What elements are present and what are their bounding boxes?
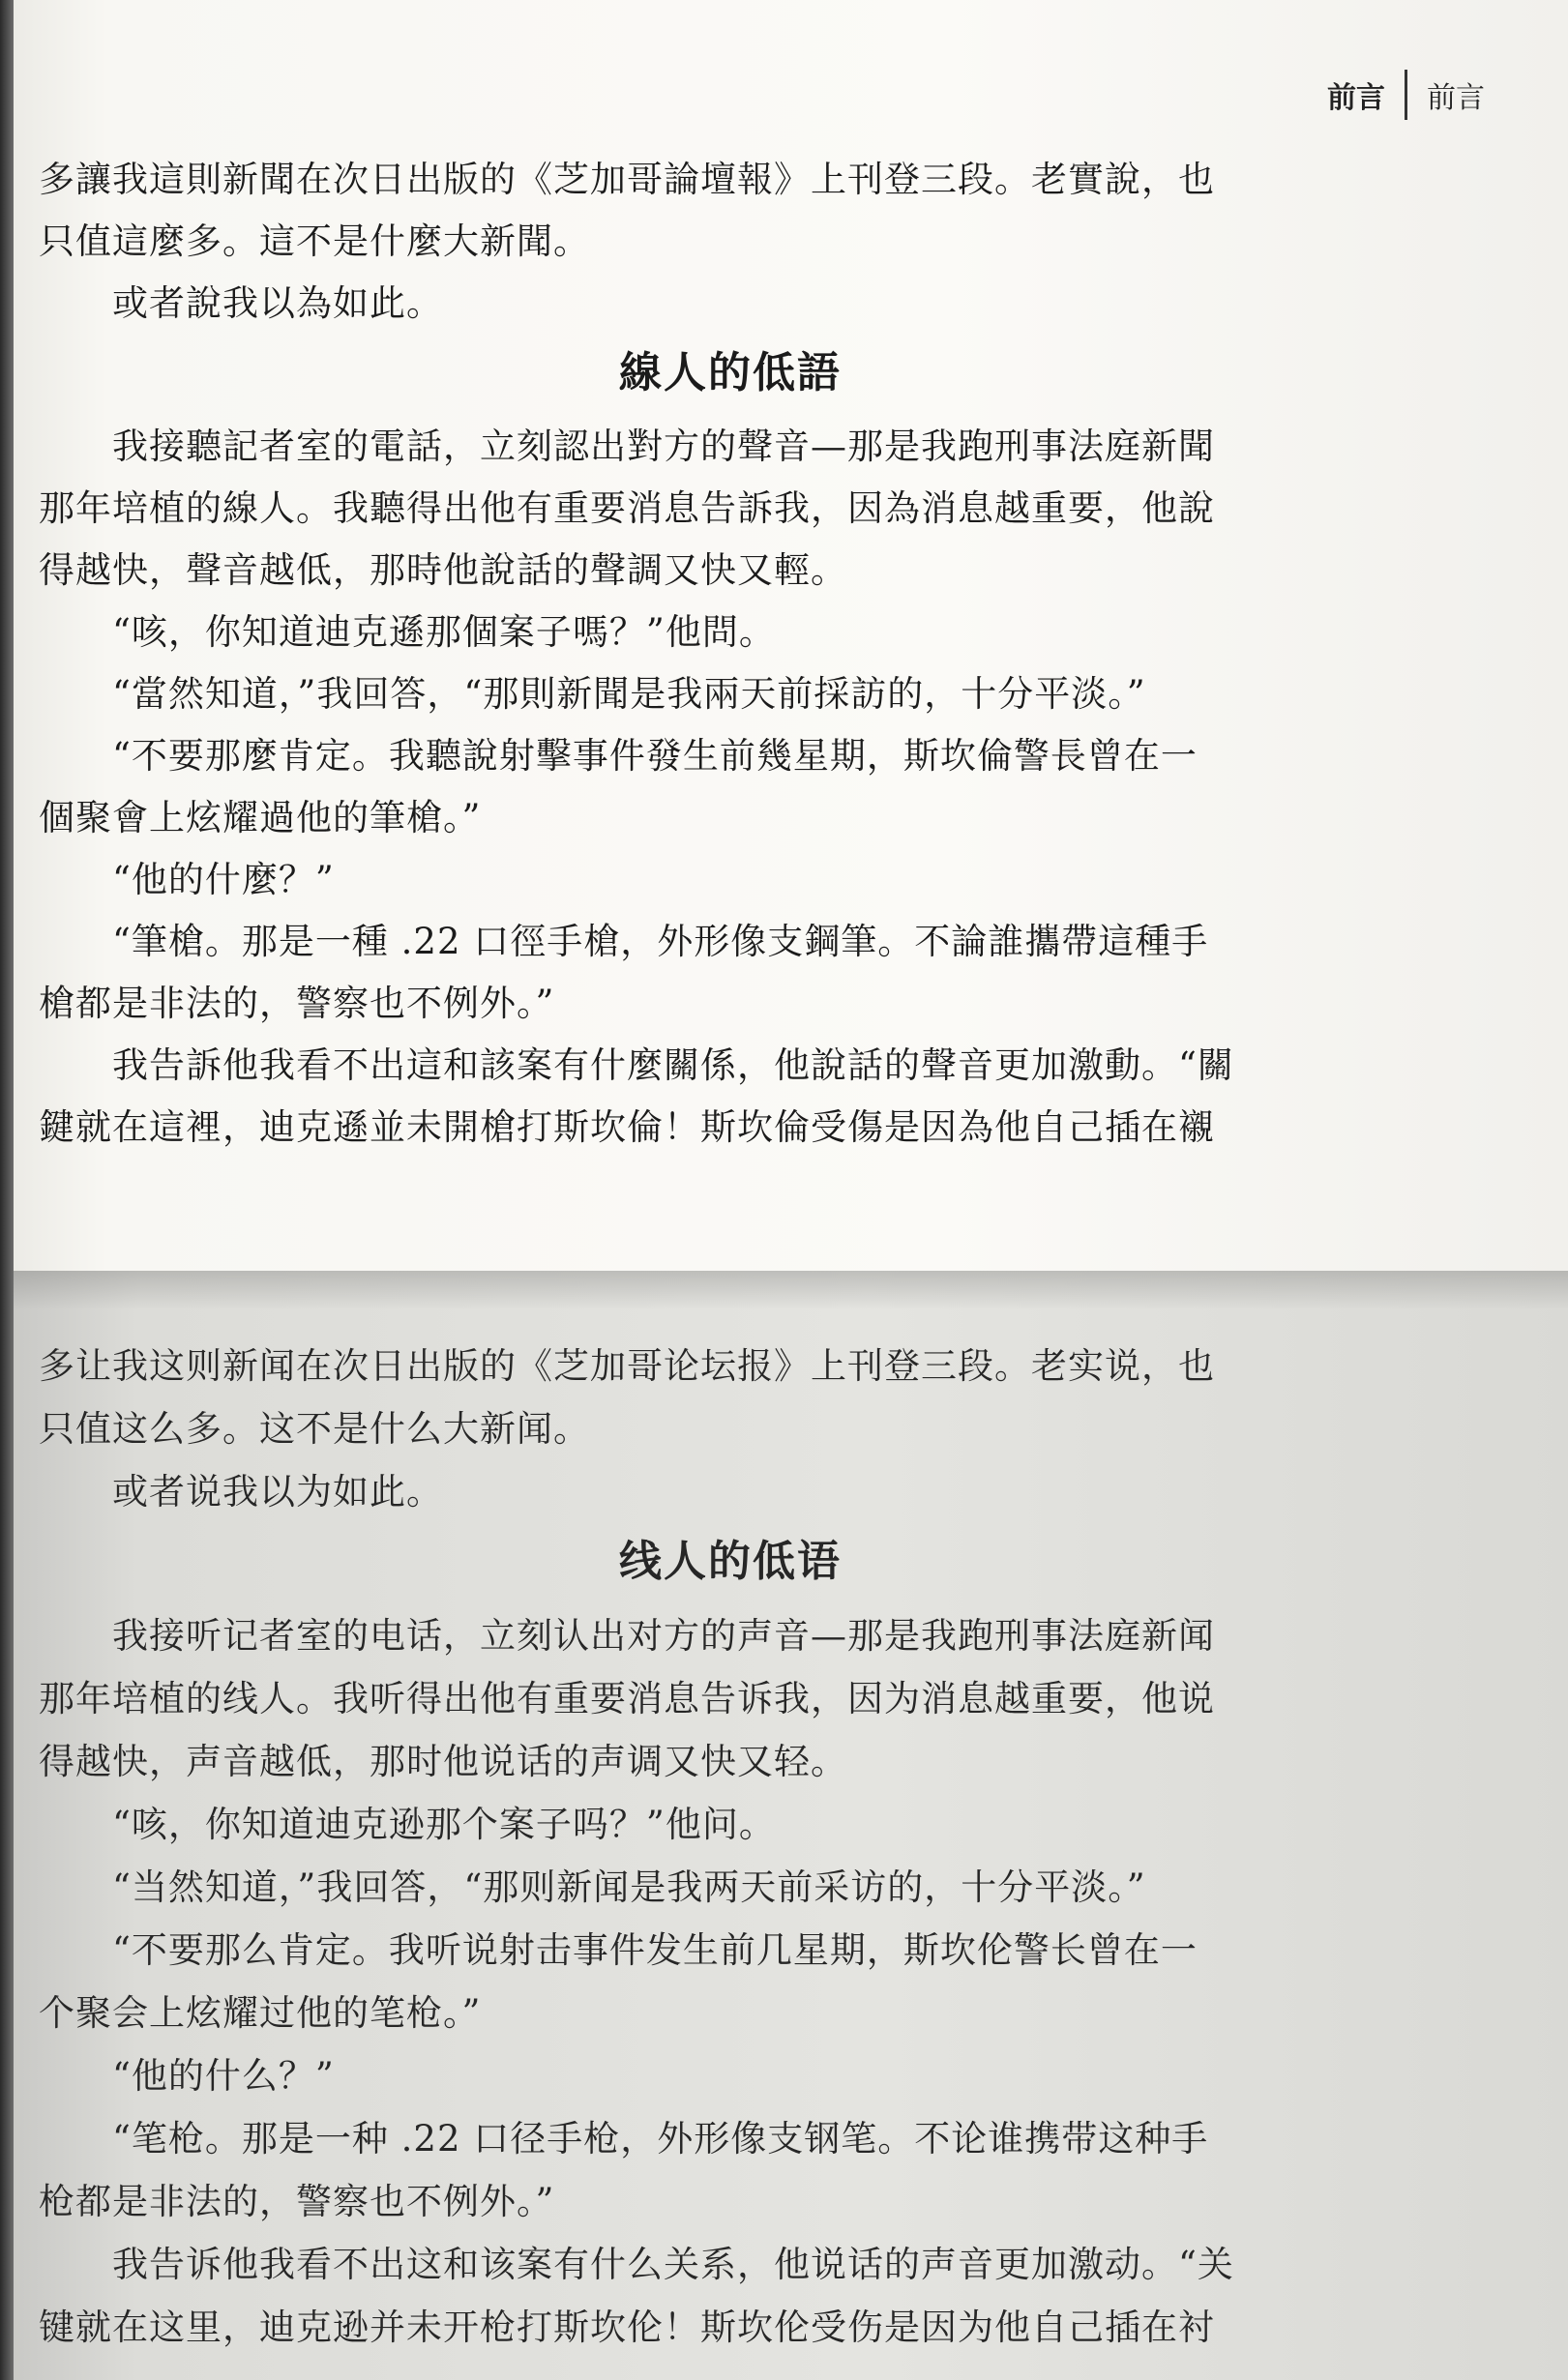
header-section-left: 前言 bbox=[1327, 81, 1385, 115]
section-heading: 线人的低语 bbox=[619, 1537, 842, 1586]
paragraph-line: 个聚会上炫耀过他的笔枪。” bbox=[39, 1992, 482, 2034]
paragraph-line: 得越快，聲音越低，那時他說話的聲調又快又輕。 bbox=[39, 549, 847, 591]
paragraph-line: 槍都是非法的，警察也不例外。” bbox=[39, 983, 555, 1024]
paragraph-line: “不要那麼肯定。我聽說射擊事件發生前幾星期，斯坎倫警長曾在一 bbox=[39, 735, 1198, 777]
running-header bbox=[1327, 68, 1485, 122]
paragraph-line: 我告诉他我看不出这和该案有什么关系，他说话的声音更加激动。“关 bbox=[39, 2244, 1234, 2285]
paragraph-line: 多让我这则新闻在次日出版的《芝加哥论坛报》上刊登三段。老实说，也 bbox=[39, 1345, 1215, 1387]
paragraph-line: 我接听记者室的电话，立刻认出对方的声音—那是我跑刑事法庭新闻 bbox=[39, 1615, 1215, 1657]
paragraph-line: 個聚會上炫耀過他的筆槍。” bbox=[39, 797, 482, 838]
paragraph-line: 我接聽記者室的電話，立刻認出對方的聲音—那是我跑刑事法庭新聞 bbox=[39, 426, 1215, 467]
paragraph-line: 只值这么多。这不是什么大新闻。 bbox=[39, 1408, 590, 1450]
paragraph-line: “不要那么肯定。我听说射击事件发生前几星期，斯坎伦警长曾在一 bbox=[39, 1929, 1198, 1971]
paragraph-line: 只值這麼多。這不是什麼大新聞。 bbox=[39, 220, 590, 262]
paragraph-line: 那年培植的線人。我聽得出他有重要消息告訴我，因為消息越重要，他說 bbox=[39, 487, 1215, 529]
paragraph-line: 多讓我這則新聞在次日出版的《芝加哥論壇報》上刊登三段。老實說，也 bbox=[39, 159, 1215, 200]
paragraph-line: 或者說我以為如此。 bbox=[39, 282, 443, 324]
paragraph-line: “咳，你知道迪克逊那个案子吗？”他问。 bbox=[39, 1804, 776, 1845]
section-heading: 線人的低語 bbox=[619, 348, 842, 397]
traditional-text bbox=[39, 149, 1422, 1159]
simplified-text bbox=[39, 1335, 1422, 2359]
paragraph-line: “他的什麼？” bbox=[39, 859, 335, 900]
paragraph-line: 键就在这里，迪克逊并未开枪打斯坎伦！斯坎伦受伤是因为他自己插在衬 bbox=[39, 2307, 1215, 2348]
paragraph-line: 我告訴他我看不出這和該案有什麼關係，他說話的聲音更加激動。“關 bbox=[39, 1044, 1234, 1086]
header-divider bbox=[1405, 70, 1407, 120]
paragraph-line: 或者说我以为如此。 bbox=[39, 1471, 443, 1513]
paragraph-line: 鍵就在這裡，迪克遜並未開槍打斯坎倫！斯坎倫受傷是因為他自己插在襯 bbox=[39, 1106, 1215, 1148]
paragraph-line: “笔枪。那是一种 .22 口径手枪，外形像支钢笔。不论谁携带这种手 bbox=[39, 2118, 1209, 2160]
paragraph-line: 枪都是非法的，警察也不例外。” bbox=[39, 2181, 555, 2222]
paragraph-line: “咳，你知道迪克遜那個案子嗎？”他問。 bbox=[39, 611, 776, 653]
header-section-right: 前言 bbox=[1427, 81, 1485, 115]
book-spine-shadow bbox=[0, 0, 14, 2380]
paragraph-line: “当然知道，”我回答，“那则新闻是我两天前采访的，十分平淡。” bbox=[39, 1866, 1146, 1908]
paragraph-line: “筆槍。那是一種 .22 口徑手槍，外形像支鋼筆。不論誰攜帶這種手 bbox=[39, 921, 1209, 962]
paragraph-line: 得越快，声音越低，那时他说话的声调又快又轻。 bbox=[39, 1741, 847, 1782]
paragraph-line: “當然知道，”我回答，“那則新聞是我兩天前採訪的，十分平淡。” bbox=[39, 673, 1146, 715]
paragraph-line: “他的什么？” bbox=[39, 2055, 335, 2097]
paragraph-line: 那年培植的线人。我听得出他有重要消息告诉我，因为消息越重要，他说 bbox=[39, 1678, 1215, 1719]
